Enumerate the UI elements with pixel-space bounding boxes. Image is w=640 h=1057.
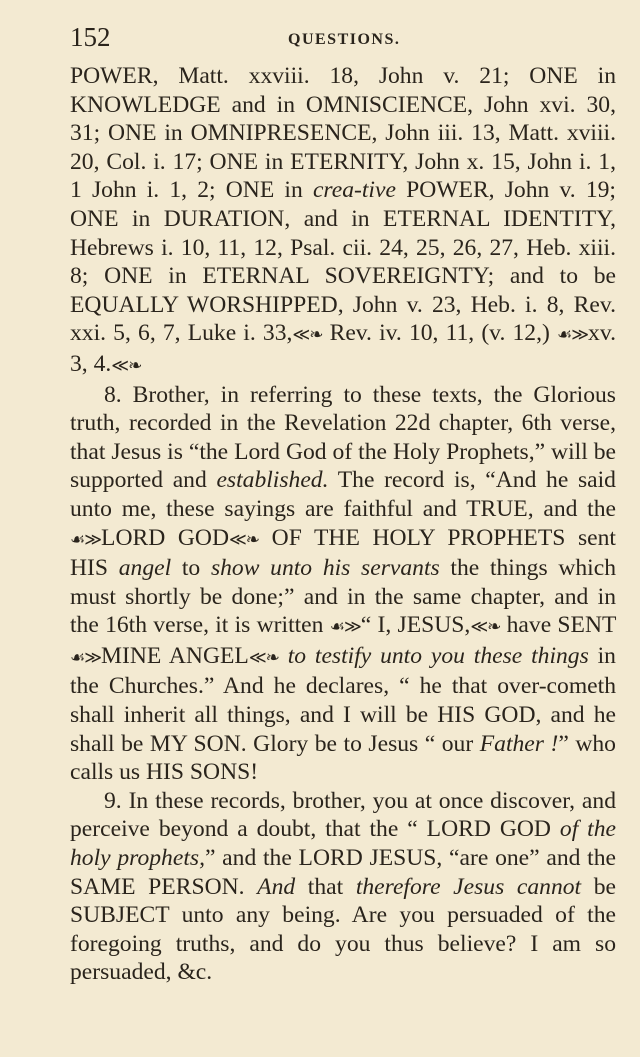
paragraph-continuation <box>70 62 616 381</box>
italic-phrase: Father ! <box>479 730 559 757</box>
body-text <box>70 62 616 987</box>
printer-ornament: ≪❧ <box>292 325 323 345</box>
italic-phrase: angel <box>118 555 172 582</box>
text-run: 8. Brother, in referring to these texts, the Glorious truth, recorded in the Revelation 22d chapter, 6th verse, that Jesus is “the Lord God of the Holy Prophets,” will be supported and <box>70 381 616 494</box>
text-run: in the Churches.” And he declares, “ he that over-cometh shall inherit all things, and I will be HIS GOD, and he shall be MY SON. Glory be to Jesus “ our <box>70 642 616 757</box>
running-head: QUESTIONS. <box>288 31 401 48</box>
italic-phrase: crea-tive <box>312 177 396 204</box>
text-run: “ I, JESUS, <box>360 612 471 639</box>
italic-phrase: established. <box>216 467 329 494</box>
printer-ornament: ☙≫ <box>556 325 589 345</box>
page-header <box>70 22 612 52</box>
text-run: xv. 3, 4. <box>70 320 616 377</box>
printer-ornament: ☙≫ <box>70 647 102 667</box>
printer-ornament: ≪❧ <box>111 355 142 375</box>
text-run: ” and the LORD JESUS, “are one” and the SAME PERSON. <box>70 845 616 900</box>
printer-ornament: ≪❧ <box>229 529 260 549</box>
text-run: 9. In these records, brother, you at once discover, and perceive beyond a doubt, that the “ LORD GOD <box>70 787 616 843</box>
text-run: that <box>295 873 356 900</box>
text-run: the things which must shortly be done;” and in the same chapter, and in the 16th verse, it is written <box>70 555 616 639</box>
italic-phrase: show unto his servants <box>210 555 440 582</box>
text-run: The record is, “And he said unto me, these sayings are faithful and TRUE, and the <box>70 467 616 522</box>
text-run: MINE ANGEL <box>101 642 249 669</box>
text-run: LORD GOD <box>101 524 229 551</box>
text-run: Rev. iv. 10, 11, (v. 12,) <box>322 320 557 347</box>
printer-ornament: ☙≫ <box>70 529 102 549</box>
italic-phrase: therefore Jesus cannot <box>355 873 582 900</box>
italic-phrase: of the holy prophets, <box>70 816 616 872</box>
paragraph-9 <box>70 787 616 987</box>
text-run: ” who calls us HIS SONS! <box>70 730 616 786</box>
italic-phrase: to testify unto you these things <box>287 642 589 669</box>
printer-ornament: ≪❧ <box>470 617 501 637</box>
text-run: to <box>171 555 211 582</box>
text-run: POWER, John v. 19; ONE in DURATION, and in ETERNAL IDENTITY, Hebrews i. 10, 11, 12, Psal. cii. 24, 25, 26, 27, Heb. xiii. 8; ONE in ETERNAL SOVEREIGNTY; and to be EQUALLY WORSHIPPED, John v. 23, Heb. i. 8, Rev. xxi. 5, 6, 7, Luke i. 33, <box>70 177 616 347</box>
text-run <box>279 643 288 669</box>
text-run: have SENT <box>500 612 616 639</box>
printer-ornament: ≪❧ <box>248 647 279 667</box>
paragraph-8 <box>70 381 616 787</box>
printer-ornament: ☙≫ <box>329 617 361 637</box>
text-run: be SUBJECT unto any being. Are you persuaded of the foregoing truths, and do you thus believe? I am so persuaded, &c. <box>70 873 616 986</box>
page-number: 152 <box>70 22 111 52</box>
text-run: OF THE HOLY PROPHETS sent HIS <box>70 524 616 582</box>
italic-phrase: And <box>257 873 296 900</box>
text-run: POWER, Matt. xxviii. 18, John v. 21; ONE in KNOWLEDGE and in OMNISCIENCE, John xvi. 30, 31; ONE in OMNIPRESENCE, John iii. 13, Matt. xviii. 20, Col. i. 17; ONE in ETERNITY, John x. 15, John i. 1, 1 John i. 1, 2; ONE in <box>70 63 616 204</box>
